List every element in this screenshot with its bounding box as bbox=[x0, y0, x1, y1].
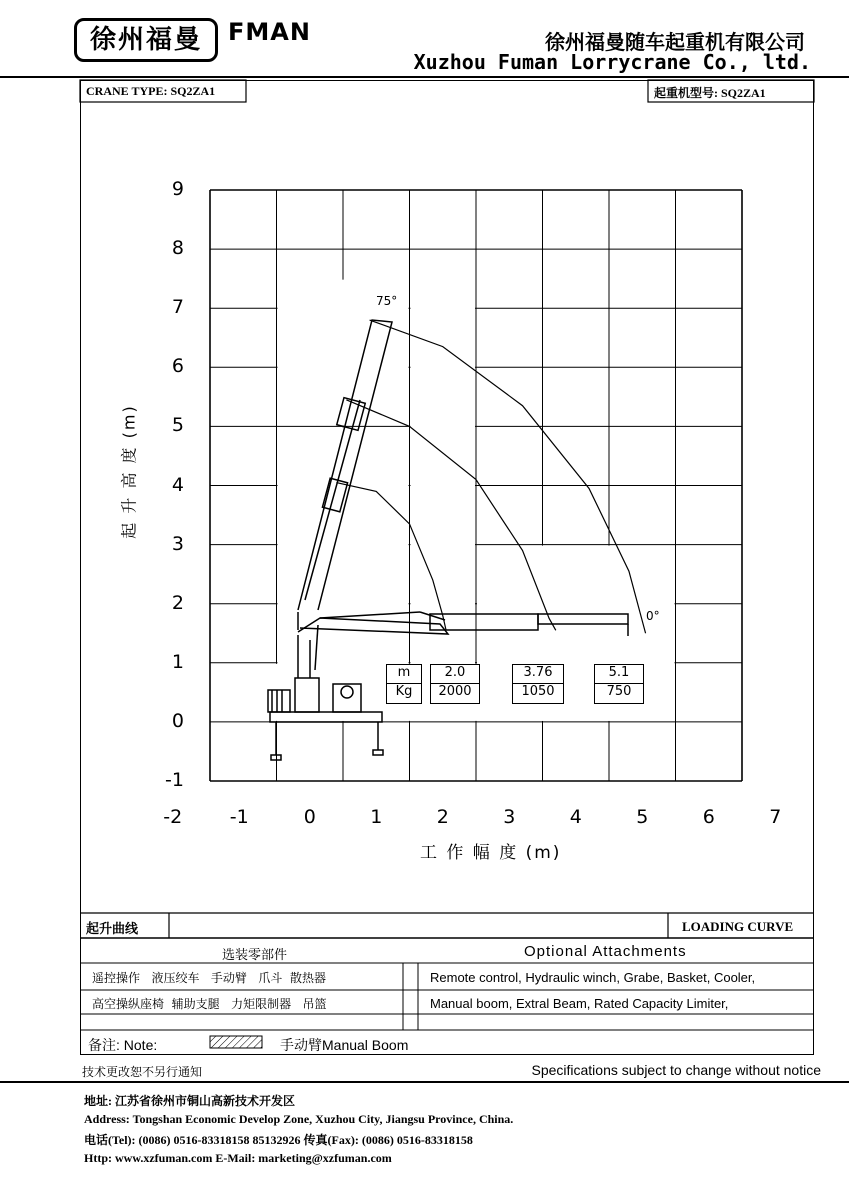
y-tick-label: 2 bbox=[171, 591, 184, 614]
optional-en-line-1: Remote control, Hydraulic winch, Grabe, Basket, Cooler, bbox=[430, 970, 756, 985]
x-tick-label: 1 bbox=[370, 806, 383, 828]
x-tick-label: 0 bbox=[303, 806, 316, 828]
y-tick-label: 0 bbox=[171, 709, 184, 732]
outrigger-foot-right bbox=[373, 750, 383, 755]
angle-label-75: 75° bbox=[376, 294, 398, 308]
y-tick-label: 6 bbox=[171, 355, 184, 378]
optional-en-line-2: Manual boom, Extral Beam, Rated Capacity Limiter, bbox=[430, 996, 729, 1011]
footer-http: Http: www.xzfuman.com E-Mail: marketing@xzfuman.com bbox=[84, 1151, 392, 1165]
load-table-col: 2.0 2000 bbox=[430, 664, 480, 704]
footer-address-cn: 地址: 江苏省徐州市铜山高新技术开发区 bbox=[84, 1094, 295, 1108]
x-tick-label: 6 bbox=[702, 806, 715, 828]
curve-label-cn: 起升曲线 bbox=[86, 922, 139, 937]
y-tick-label: 5 bbox=[171, 414, 184, 437]
brand-name: FMAN bbox=[228, 18, 311, 46]
note-label: 备注: Note: bbox=[88, 1037, 158, 1053]
manual-boom-hatch bbox=[210, 1036, 262, 1048]
y-axis-label: 起 升 高 度 (m) bbox=[119, 404, 139, 539]
company-name-cn: 徐州福曼随车起重机有限公司 bbox=[545, 30, 805, 54]
company-logo: 徐州福曼 bbox=[74, 18, 218, 62]
y-tick-label: 8 bbox=[171, 237, 184, 260]
company-name-en: Xuzhou Fuman Lorrycrane Co., ltd. bbox=[413, 50, 811, 74]
footer-tel: 电话(Tel): (0086) 0516-83318158 85132926 传真(Fax): (0086) 0516-83318158 bbox=[84, 1133, 473, 1147]
optional-title-cn: 选装零部件 bbox=[222, 948, 288, 963]
optional-cn-line-1: 遥控操作 液压绞车 手动臂 爪斗 散热器 bbox=[92, 971, 326, 985]
x-tick-label: 4 bbox=[569, 806, 582, 828]
y-tick-label: 9 bbox=[171, 178, 184, 200]
x-tick-label: 5 bbox=[636, 806, 649, 828]
optional-cn-line-2: 高空操纵座椅 辅助支腿 力矩限制器 吊篮 bbox=[92, 997, 327, 1011]
notice-en: Specifications subject to change without notice bbox=[531, 1062, 821, 1078]
angle-label-0: 0° bbox=[646, 609, 660, 623]
load-table-col: 5.1 750 bbox=[594, 664, 644, 704]
grid-cleared-region bbox=[411, 280, 476, 721]
x-tick-label: 7 bbox=[769, 806, 782, 828]
y-tick-label: 7 bbox=[171, 296, 184, 319]
x-axis-label: 工 作 幅 度 (m) bbox=[420, 843, 562, 863]
x-tick-label: -2 bbox=[163, 806, 183, 828]
crane-type-label: CRANE TYPE: SQ2ZA1 bbox=[86, 84, 216, 98]
x-tick-label: 3 bbox=[503, 806, 516, 828]
notice-cn: 技术更改恕不另行通知 bbox=[82, 1065, 203, 1079]
curve-label-en: LOADING CURVE bbox=[682, 919, 794, 934]
grid-cleared-region bbox=[677, 605, 742, 662]
load-table-header: m Kg bbox=[386, 664, 422, 704]
y-tick-label: 1 bbox=[171, 650, 184, 673]
optional-title-en: Optional Attachments bbox=[524, 943, 687, 960]
load-table-col: 3.76 1050 bbox=[512, 664, 564, 704]
x-tick-label: -1 bbox=[229, 806, 249, 828]
y-tick-label: 4 bbox=[171, 473, 184, 496]
y-tick-label: 3 bbox=[171, 532, 184, 555]
note-manual-boom: 手动臂Manual Boom bbox=[280, 1037, 409, 1053]
crane-type-label-cn: 起重机型号: SQ2ZA1 bbox=[654, 86, 766, 100]
x-tick-label: 2 bbox=[436, 806, 449, 828]
footer-address-en: Address: Tongshan Economic Develop Zone, Xuzhou City, Jiangsu Province, China. bbox=[84, 1112, 514, 1126]
y-tick-label: -1 bbox=[165, 769, 184, 791]
